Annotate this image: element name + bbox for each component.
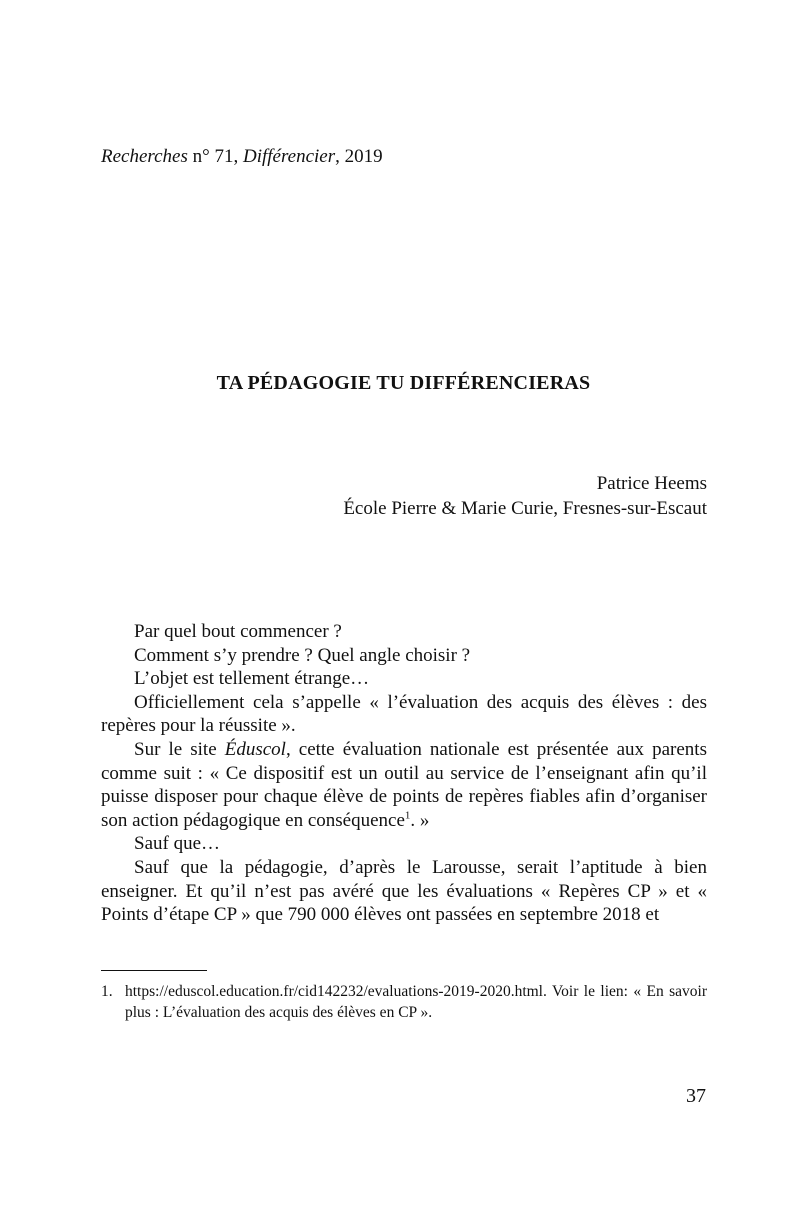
journal-name: Recherches	[101, 146, 188, 167]
paragraph: Sauf que…	[134, 833, 221, 855]
paragraph: Officiellement cela s’appelle « l’évaluation des acquis des élèves : des repères pour la réussite ».	[101, 691, 707, 737]
footnote-text[interactable]: https://eduscol.education.fr/cid142232/evaluations-2019-2020.html. Voir le lien: « En savoir plus : L’évaluation des acquis des élèves en CP ».	[125, 983, 707, 1021]
footnote-divider	[101, 970, 207, 971]
page-number: 37	[686, 1085, 706, 1107]
footnote-number: 1.	[101, 983, 113, 1000]
paragraph-eduscol	[101, 738, 707, 832]
footnote	[101, 981, 707, 1023]
footnote-reference[interactable]: 1	[404, 809, 411, 822]
running-head	[101, 145, 383, 169]
paragraph-text: Sur le site	[134, 738, 225, 760]
issue-theme: Différencier	[242, 146, 336, 167]
paragraph: Sauf que la pédagogie, d’après le Larousse, serait l’aptitude à bien enseigner. Et qu’il n’est pas avéré que les évaluations « Repères CP » et « Points d’étape CP » que 790 000 élèves ont passées en septembre 2018 et	[101, 856, 707, 926]
paragraph-text: , cette évaluation nationale est présentée aux parents comme suit : « Ce dispositif est un outil au service de l’enseignant afin qu’il puisse disposer pour chaque élève de points de repères fiables afin d’organiser son action pédagogique en conséquence	[101, 738, 707, 831]
paragraph: Par quel bout commencer ?	[134, 621, 342, 642]
paragraph: Comment s’y prendre ? Quel angle choisir ?	[134, 644, 471, 666]
article-body	[101, 620, 707, 927]
author-name: Patrice Heems	[596, 473, 707, 494]
paragraph-text: . »	[410, 809, 430, 831]
article-title: TA PÉDAGOGIE TU DIFFÉRENCIERAS	[216, 372, 591, 394]
issue-number: n° 71,	[187, 146, 243, 167]
issue-year: , 2019	[335, 146, 383, 167]
paragraph: L’objet est tellement étrange…	[134, 668, 370, 690]
author-block	[343, 471, 707, 521]
site-name: Éduscol	[224, 738, 286, 760]
author-affiliation: École Pierre & Marie Curie, Fresnes-sur-Escaut	[343, 498, 707, 519]
